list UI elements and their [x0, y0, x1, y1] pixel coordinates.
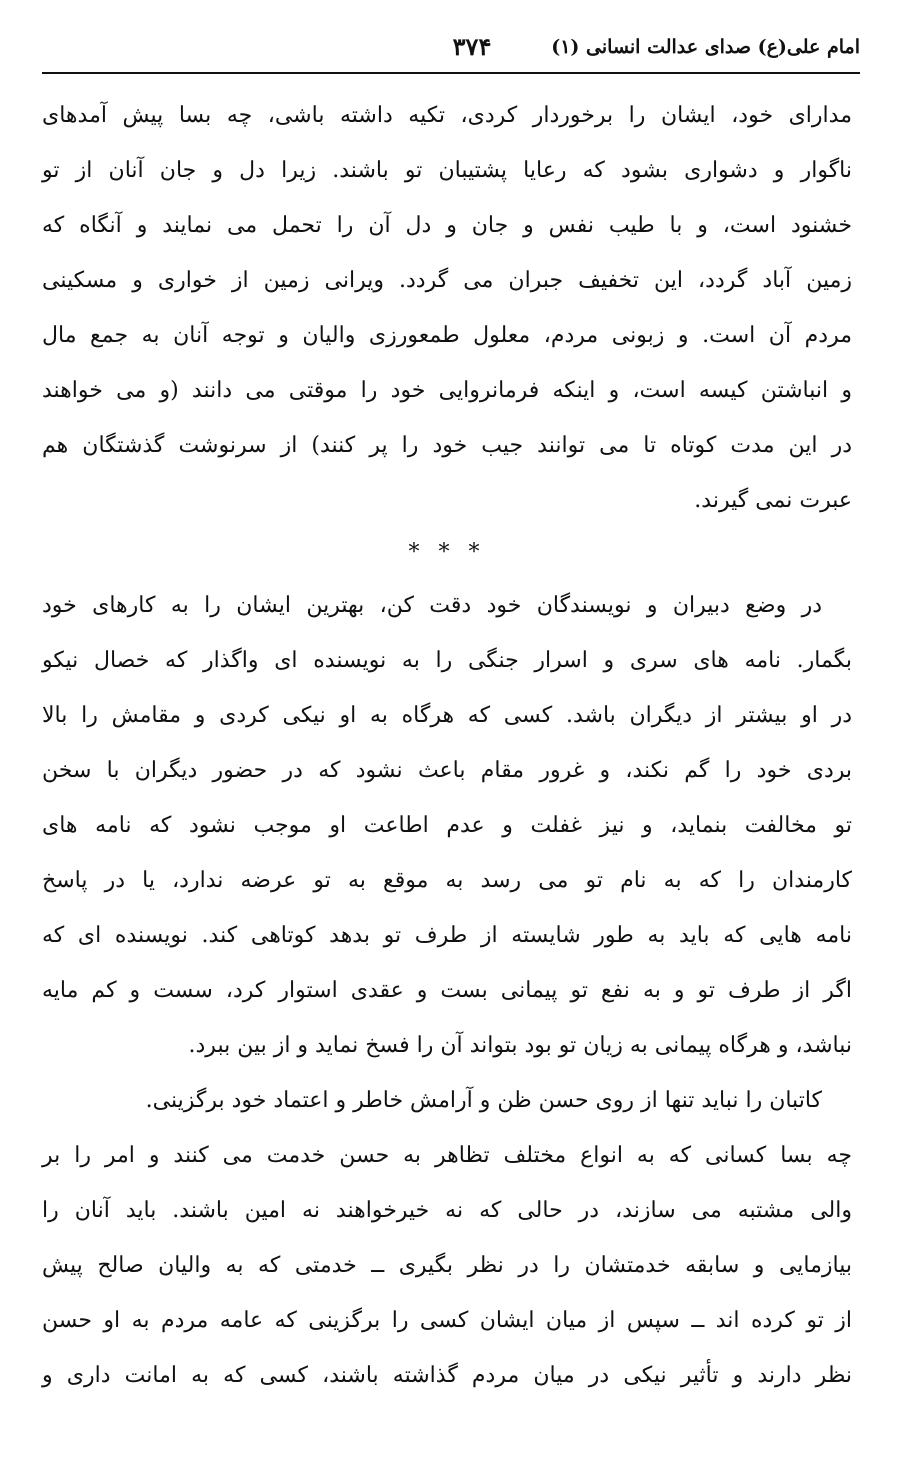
text-line: چه بسا کسانی که به انواع مختلف تظاهر به حسن خدمت می کنند و امر را بر [42, 1143, 852, 1168]
text-line: بیازمایی و سابقه خدمتشان را در نظر بگیری ــ خدمتی که به والیان صالح پیش [42, 1253, 852, 1278]
text-line: نامه هایی که باید به طور شایسته از طرف تو بدهد کوتاهی کند. نویسنده ای که [42, 923, 852, 948]
text-line: اگر از طرف تو و به نفع تو پیمانی بست و عقدی استوار کرد، سست و کم مایه [42, 978, 852, 1003]
page-number: ۳۷۴ [452, 32, 492, 61]
text-line: نظر دارند و تأثیر نیکی در میان مردم گذاشته باشند، کسی که به امانت داری و [42, 1363, 852, 1388]
text-line: عبرت نمی گیرند. [694, 488, 852, 513]
page-header [42, 30, 860, 70]
text-line: والی مشتبه می سازند، در حالی که نه خیرخواهند نه امین باشند. باید آنان را [42, 1198, 852, 1223]
paragraph-3 [42, 1073, 852, 1403]
text-line: بگمار. نامه های سری و اسرار جنگی را به نویسنده ای واگذار که خصال نیکو [42, 648, 852, 673]
body-text [42, 88, 852, 1403]
text-line: کاتبان را نباید تنها از روی حسن ظن و آرامش خاطر و اعتماد خود برگزینی. [145, 1088, 822, 1113]
text-line: در او بیشتر از دیگران باشد. کسی که هرگاه به او نیکی کردی و مقامش را بالا [42, 703, 852, 728]
text-line: نباشد، و هرگاه پیمانی به زیان تو بود بتواند آن را فسخ نماید و از بین ببرد. [188, 1033, 852, 1058]
paragraph-1 [42, 88, 852, 528]
text-line: از تو کرده اند ــ سپس از میان ایشان کسی را برگزینی که عامه مردم به او حسن [42, 1308, 852, 1333]
text-line: مردم آن است. و زبونی مردم، معلول طمعورزی والیان و توجه آنان به جمع مال [42, 323, 852, 348]
text-line: بردی خود را گم نکند، و غرور مقام باعث نشود که در حضور دیگران با سخن [42, 758, 853, 783]
text-line: در این مدت کوتاه تا می توانند جیب خود را پر کنند) از سرنوشت گذشتگان هم [42, 433, 852, 458]
text-line: و انباشتن کیسه است، و اینکه فرمانروایی خود را موقتی می دانند (و می خواهند [42, 378, 852, 403]
header-rule [42, 72, 860, 74]
text-line: ناگوار و دشواری بشود که رعایا پشتیبان تو باشند. زیرا دل و جان آنان از تو [42, 158, 852, 183]
text-line: در وضع دبیران و نویسندگان خود دقت کن، بهترین ایشان را به کارهای خود [42, 593, 822, 618]
text-line: خشنود است، و با طیب نفس و جان و دل آن را تحمل می نمایند و آنگاه که [42, 213, 852, 238]
text-line: کارمندان را که به نام تو می رسد به موقع به تو عرضه ندارد، یا در پاسخ [42, 868, 852, 893]
section-separator: * * * [408, 540, 486, 565]
text-line: مدارای خود، ایشان را برخوردار کردی، تکیه داشته باشی، چه بسا پیش آمدهای [42, 103, 852, 128]
running-title: امام علی(ع) صدای عدالت انسانی (۱) [551, 36, 860, 58]
text-line: زمین آباد گردد، این تخفیف جبران می گردد. ویرانی زمین از خواری و مسکینی [42, 268, 852, 293]
text-line: تو مخالفت بنماید، و نیز غفلت و عدم اطاعت او موجب نشود که نامه های [42, 813, 852, 838]
paragraph-2 [42, 578, 852, 1073]
